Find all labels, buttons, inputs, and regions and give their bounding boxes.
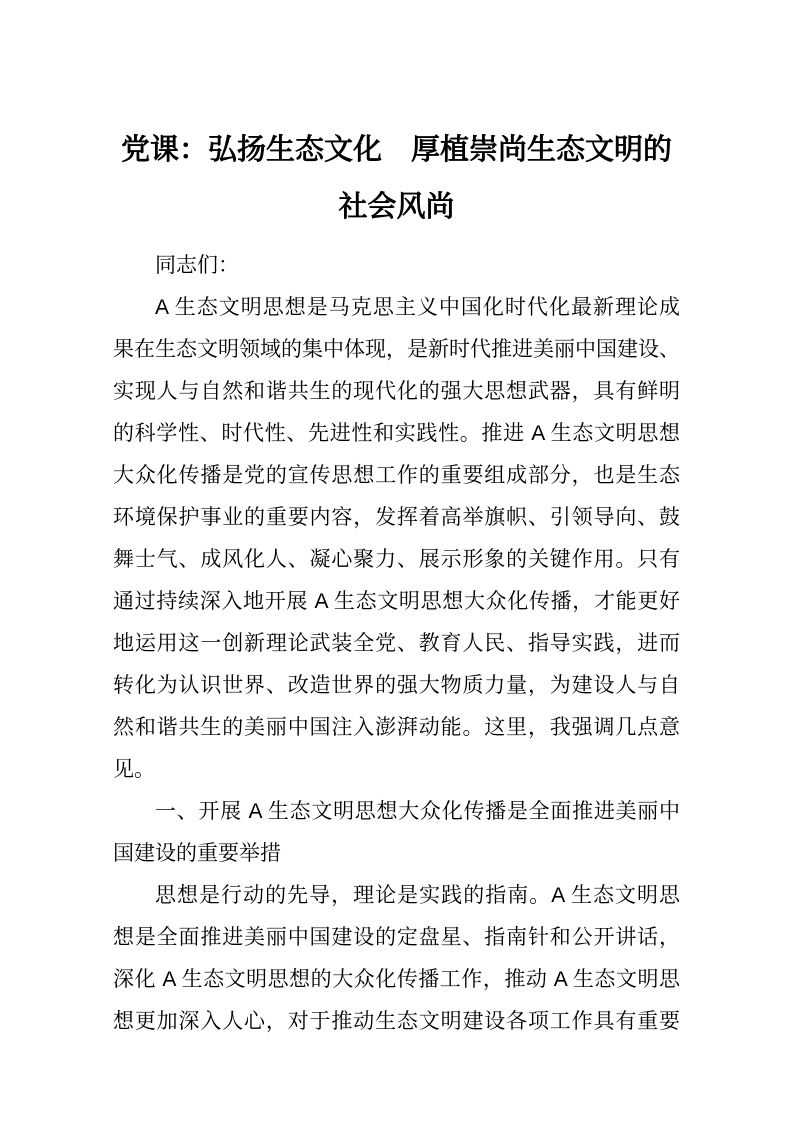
text-line: 见。 xyxy=(113,758,155,781)
text-line: 国建设的重要举措 xyxy=(113,842,281,865)
title-line: 党课：弘扬生态文化 厚植崇尚生态文明的 xyxy=(120,134,672,166)
text-line: 的科学性、时代性、先进性和实践性。推进 A 生态文明思想 xyxy=(113,422,680,445)
text-line: 想是全面推进美丽中国建设的定盘星、指南针和公开讲话， xyxy=(113,926,680,949)
text-line: 地运用这一创新理论武装全党、教育人民、指导实践，进而 xyxy=(113,632,680,655)
text-line: 然和谐共生的美丽中国注入澎湃动能。这里，我强调几点意 xyxy=(113,716,680,739)
title-line: 社会风尚 xyxy=(338,191,455,223)
text-line: A 生态文明思想是马克思主义中国化时代化最新理论成 xyxy=(155,296,680,319)
text-line: 舞士气、成风化人、凝心聚力、展示形象的关键作用。只有 xyxy=(113,548,680,571)
text-line: 果在生态文明领域的集中体现，是新时代推进美丽中国建设、 xyxy=(113,338,680,361)
text-line: 思想是行动的先导，理论是实践的指南。A 生态文明思 xyxy=(155,884,680,907)
text-line: 同志们： xyxy=(155,254,239,277)
text-line: 深化 A 生态文明思想的大众化传播工作，推动 A 生态文明思 xyxy=(113,968,680,991)
text-line: 一、开展 A 生态文明思想大众化传播是全面推进美丽中 xyxy=(155,800,680,823)
text-line: 想更加深入人心，对于推动生态文明建设各项工作具有重要 xyxy=(113,1010,680,1033)
text-line: 实现人与自然和谐共生的现代化的强大思想武器，具有鲜明 xyxy=(113,380,680,403)
text-line: 大众化传播是党的宣传思想工作的重要组成部分，也是生态 xyxy=(113,464,680,487)
document-body xyxy=(113,245,680,1043)
document-title xyxy=(113,122,680,236)
text-line: 通过持续深入地开展 A 生态文明思想大众化传播，才能更好 xyxy=(113,590,680,613)
text-line: 转化为认识世界、改造世界的强大物质力量，为建设人与自 xyxy=(113,674,680,697)
text-line: 环境保护事业的重要内容，发挥着高举旗帜、引领导向、鼓 xyxy=(113,506,680,529)
